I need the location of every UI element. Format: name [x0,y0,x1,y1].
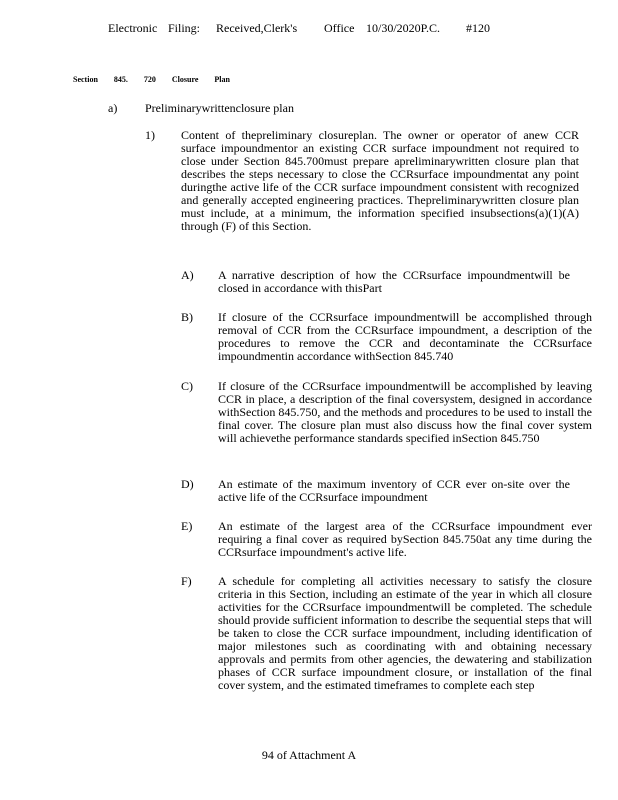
subitem-a-label: A) [181,268,194,282]
section-heading [73,75,244,84]
subitem-a-text: A narrative description of how the CCRsurface impoundmentwill be closed in accordance with thisPart [218,268,570,295]
subitem-e-label: E) [181,519,193,533]
page-footer: 94 of Attachment A [261,748,357,762]
subitem-e-text: An estimate of the largest area of the CCRsurface impoundment ever requiring a final cover as required bySection 845.750at any time during the CCRsurface impoundment's active life. [218,519,592,559]
subitem-b-label: B) [181,310,193,324]
header-filing: Filing: [168,21,201,35]
header-electronic: Electronic [108,21,158,35]
subitem-d-label: D) [181,477,194,491]
header-number: #120 [466,21,490,35]
subitem-c-text: If closure of the CCRsurface impoundmentwill be accomplished by leaving CCR in place, a description of the final coversystem, designed in accordance withSection 845.750, and the methods and procedures to be used to install the final cover. The closure plan must also discuss how the final cover system will achievethe performance standards specified inSection 845.750 [218,379,592,445]
item-1-text: Content of thepreliminary closureplan. The owner or operator of anew CCR surface impoundmentor an existing CCR surface impoundment not required to close under Section 845.700must prepare apreliminarywritten closure plan that describes the steps necessary to close the CCRsurface impoundmentat any point duringthe active life of the CCR surface impoundment consistent with recognized and generally accepted engineering practices. Thepreliminarywritten closure plan must include, at a minimum, the information specified insubsections(a)(1)(A) through (F) of this Section. [181,128,579,233]
header-received: Received,Clerk's [216,21,298,35]
item-a-title: Preliminarywrittenclosure plan [145,101,294,115]
section-word2: Plan [214,75,230,84]
subitem-f-label: F) [181,574,192,588]
subitem-d-text: An estimate of the maximum inventory of CCR ever on-site over the active life of the CCRsurface impoundment [218,477,570,504]
section-word: Section [73,75,98,84]
header-office: Office [324,21,355,35]
section-word1: Closure [171,75,199,84]
subitem-f-text: A schedule for completing all activities necessary to satisfy the closure criteria in this Section, including an estimate of the year in which all closure activities for the CCRsurface impoundmentwill be completed. The schedule should provide sufficient information to describe the sequential steps that will be taken to close the CCR surface impoundment, including identification of major milestones such as coordinating with and obtaining necessary approvals and permits from other agencies, the dewatering and stabilization phases of CCR surface impoundment closure, or installation of the final cover system, and the estimated timeframes to complete each step [218,574,592,692]
section-num1: 845. [113,75,128,84]
subitem-b-text: If closure of the CCRsurface impoundmentwill be accomplished through removal of CCR from the CCRsurface impoundment, a description of the procedures to remove the CCR and decontaminate the CCRsurface impoundmentin accordance withSection 845.740 [218,310,592,363]
header-date: 10/30/2020P.C. [366,21,441,35]
subitem-c-label: C) [181,379,193,393]
section-num2: 720 [143,75,156,84]
filing-header [108,21,588,37]
item-a-label: a) [108,101,118,115]
item-1-label: 1) [145,128,155,142]
